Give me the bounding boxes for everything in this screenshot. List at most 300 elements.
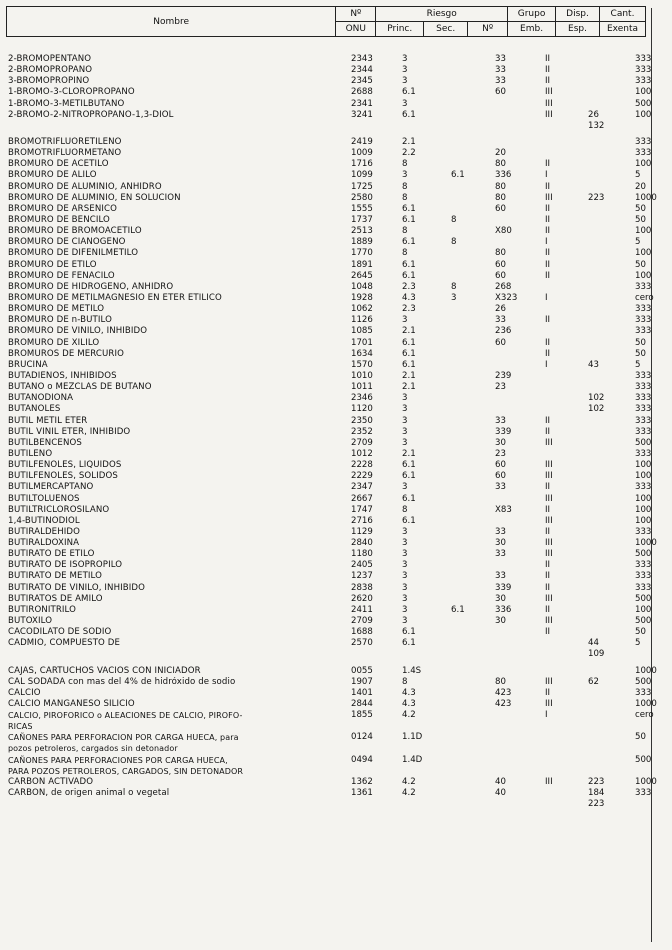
grupo-cell: I xyxy=(545,170,548,181)
grupo-cell: II xyxy=(545,226,551,237)
table-row xyxy=(8,76,672,87)
header-nr: Nº xyxy=(468,22,508,37)
princ-cell: 2.1 xyxy=(402,382,416,393)
princ-cell: 8 xyxy=(402,159,408,170)
princ-cell: 3 xyxy=(402,571,408,582)
cant-cell: 20 xyxy=(635,181,646,192)
princ-cell: 4.2 xyxy=(402,788,416,799)
cant-cell: 1000 xyxy=(635,538,657,549)
table-row xyxy=(8,788,672,810)
onu-cell: 1725 xyxy=(351,181,373,192)
nombre-cell: BROMURO DE VINILO, INHIBIDO xyxy=(8,326,148,337)
grupo-cell: III xyxy=(545,460,553,471)
cant-cell: 50 xyxy=(635,732,646,743)
nombre-cell: BROMURO DE BROMOACETILO xyxy=(8,226,142,237)
princ-cell: 3 xyxy=(402,393,408,404)
onu-cell: 1120 xyxy=(351,404,373,415)
header-disp: Disp. xyxy=(556,7,600,22)
princ-cell: 3 xyxy=(402,404,408,415)
nombre-cell: BUTIRONITRILO xyxy=(8,604,76,615)
header-n: Nº xyxy=(336,7,376,22)
cant-cell: 50 xyxy=(635,337,646,348)
onu-cell: 2352 xyxy=(351,426,373,437)
onu-cell: 1688 xyxy=(351,627,373,638)
table-row xyxy=(8,338,672,349)
princ-cell: 8 xyxy=(402,676,408,687)
onu-cell: 2667 xyxy=(351,493,373,504)
princ-cell: 2.1 xyxy=(402,370,416,381)
nr-cell: 33 xyxy=(495,526,506,537)
nombre-cell: BROMURO DE HIDROGENO, ANHIDRO xyxy=(8,281,174,292)
grupo-cell: III xyxy=(545,593,553,604)
table-row xyxy=(8,360,672,371)
princ-cell: 3 xyxy=(402,65,408,76)
nr-cell: 60 xyxy=(495,471,506,482)
header-exenta: Exenta xyxy=(599,22,645,37)
nombre-cell: BROMURO DE ETILO xyxy=(8,259,97,270)
table-row xyxy=(8,638,672,660)
cant-cell: 333 xyxy=(635,148,652,159)
nombre-cell: BROMURO DE CIANOGENO xyxy=(8,237,126,248)
princ-cell: 6.1 xyxy=(402,109,416,120)
table-row xyxy=(8,110,672,132)
princ-cell: 2.3 xyxy=(402,281,416,292)
onu-cell: 1747 xyxy=(351,504,373,515)
nombre-cell: BUTIRALDOXINA xyxy=(8,538,80,549)
nombre-cell: BROMOTRIFLUORMETANO xyxy=(8,148,122,159)
table-row xyxy=(8,99,672,110)
princ-cell: 6.1 xyxy=(402,460,416,471)
nombre-cell: BUTILMERCAPTANO xyxy=(8,482,94,493)
nombre-cell: BROMURO DE DIFENILMETILO xyxy=(8,248,139,259)
cant-cell: 333 xyxy=(635,370,652,381)
princ-cell: 3 xyxy=(402,315,408,326)
onu-cell: 1401 xyxy=(351,687,373,698)
disp-cell: 43 xyxy=(588,359,599,370)
onu-cell: 2570 xyxy=(351,638,373,649)
table-row xyxy=(8,65,672,76)
cant-cell: cero xyxy=(635,292,654,303)
princ-cell: 2.1 xyxy=(402,137,416,147)
onu-cell: 0494 xyxy=(351,754,373,765)
nombre-cell: CAÑONES PARA PERFORACIONES POR CARGA HUECA, PARA POZOS PETROLEROS, CARGADOS, SIN DETONADOR xyxy=(8,755,244,776)
nombre-cell: BUTILFENOLES, SOLIDOS xyxy=(8,471,118,482)
onu-cell: 2228 xyxy=(351,460,373,471)
princ-cell: 3 xyxy=(402,482,408,493)
disp-cell: 62 xyxy=(588,676,599,687)
header-sec: Sec. xyxy=(424,22,468,37)
princ-cell: 6.1 xyxy=(402,359,416,370)
princ-cell: 6.1 xyxy=(402,638,416,649)
nr-cell: X83 xyxy=(495,504,512,515)
table-row xyxy=(8,260,672,271)
onu-cell: 3241 xyxy=(351,109,373,120)
princ-cell: 3 xyxy=(402,98,408,109)
onu-cell: 2645 xyxy=(351,270,373,281)
nr-cell: 80 xyxy=(495,181,506,192)
grupo-cell: II xyxy=(545,259,551,270)
princ-cell: 8 xyxy=(402,181,408,192)
header-esp: Esp. xyxy=(556,22,600,37)
table-row xyxy=(8,560,672,571)
nr-cell: 336 xyxy=(495,170,512,181)
table-row xyxy=(8,505,672,516)
nr-cell: 23 xyxy=(495,448,506,459)
cant-cell: 333 xyxy=(635,560,652,571)
nr-cell: 239 xyxy=(495,370,512,381)
nombre-cell: 1,4-BUTINODIOL xyxy=(8,515,80,526)
disp-cell: 184 223 xyxy=(588,788,605,810)
table-row xyxy=(8,215,672,226)
grupo-cell: II xyxy=(545,337,551,348)
table-row xyxy=(8,393,672,404)
cant-cell: 500 xyxy=(635,754,652,765)
table-row xyxy=(8,148,672,159)
princ-cell: 3 xyxy=(402,616,408,627)
header-emb: Emb. xyxy=(508,22,556,37)
onu-cell: 2346 xyxy=(351,393,373,404)
onu-cell: 2347 xyxy=(351,482,373,493)
nombre-cell: BUTILENO xyxy=(8,448,53,459)
princ-cell: 8 xyxy=(402,192,408,203)
grupo-cell: I xyxy=(545,237,548,248)
onu-cell: 2844 xyxy=(351,699,373,710)
nr-cell: 30 xyxy=(495,616,506,627)
table-row xyxy=(8,382,672,393)
grupo-cell: II xyxy=(545,426,551,437)
grupo-cell: II xyxy=(545,76,551,87)
grupo-cell: II xyxy=(545,582,551,593)
nr-cell: 423 xyxy=(495,687,512,698)
onu-cell: 2838 xyxy=(351,582,373,593)
cant-cell: 50 xyxy=(635,203,646,214)
table-row xyxy=(8,326,672,337)
disp-cell: 26 132 xyxy=(588,109,605,131)
princ-cell: 4.3 xyxy=(402,687,416,698)
cant-cell: 333 xyxy=(635,582,652,593)
nr-cell: 423 xyxy=(495,699,512,710)
cant-cell: 1000 xyxy=(635,777,657,788)
cant-cell: 333 xyxy=(635,326,652,337)
grupo-cell: II xyxy=(545,571,551,582)
table-row xyxy=(8,516,672,527)
nombre-cell: BUTILTOLUENOS xyxy=(8,493,80,504)
onu-cell: 1129 xyxy=(351,526,373,537)
grupo-cell: II xyxy=(545,159,551,170)
nombre-cell: BUTANOLES xyxy=(8,404,61,415)
princ-cell: 1.4D xyxy=(402,754,423,765)
onu-cell: 1237 xyxy=(351,571,373,582)
princ-cell: 2.1 xyxy=(402,326,416,337)
nombre-cell: CARBON ACTIVADO xyxy=(8,777,94,788)
table-row xyxy=(8,699,672,710)
nr-cell: 33 xyxy=(495,571,506,582)
grupo-cell: II xyxy=(545,348,551,359)
nombre-cell: BROMURO DE XILILO xyxy=(8,337,100,348)
nr-cell: 80 xyxy=(495,676,506,687)
table-row xyxy=(8,371,672,382)
table-row xyxy=(8,460,672,471)
table-row xyxy=(8,282,672,293)
grupo-cell: III xyxy=(545,109,553,120)
grupo-cell: II xyxy=(545,504,551,515)
grupo-cell: II xyxy=(545,604,551,615)
cant-cell: 333 xyxy=(635,448,652,459)
nr-cell: X80 xyxy=(495,226,512,237)
princ-cell: 3 xyxy=(402,54,408,64)
nombre-cell: 1-BROMO-3-CLOROPROPANO xyxy=(8,87,135,98)
table-row xyxy=(8,710,672,732)
onu-cell: 1855 xyxy=(351,710,373,721)
cant-cell: 333 xyxy=(635,687,652,698)
grupo-cell: II xyxy=(545,627,551,638)
grupo-cell: III xyxy=(545,699,553,710)
onu-cell: 0124 xyxy=(351,732,373,743)
cant-cell: 1000 xyxy=(635,665,657,676)
nr-cell: 33 xyxy=(495,315,506,326)
princ-cell: 3 xyxy=(402,538,408,549)
table-row xyxy=(8,54,672,65)
table-row xyxy=(8,182,672,193)
table-row xyxy=(8,549,672,560)
grupo-cell: II xyxy=(545,54,551,64)
princ-cell: 3 xyxy=(402,582,408,593)
nr-cell: 26 xyxy=(495,304,506,315)
onu-cell: 1048 xyxy=(351,281,373,292)
table-row xyxy=(8,248,672,259)
princ-cell: 8 xyxy=(402,504,408,515)
table-row xyxy=(8,304,672,315)
cant-cell: 333 xyxy=(635,426,652,437)
table-row xyxy=(8,170,672,181)
sec-cell: 6.1 xyxy=(451,170,465,181)
cant-cell: 333 xyxy=(635,404,652,415)
grupo-cell: II xyxy=(545,526,551,537)
princ-cell: 3 xyxy=(402,415,408,426)
nombre-cell: CALCIO MANGANESO SILICIO xyxy=(8,699,135,710)
table-row xyxy=(8,193,672,204)
cant-cell: 333 xyxy=(635,382,652,393)
nombre-cell: BROMUROS DE MERCURIO xyxy=(8,348,124,359)
nombre-cell: BROMURO DE ALUMINIO, ANHIDRO xyxy=(8,181,162,192)
cant-cell: 50 xyxy=(635,214,646,225)
table-row xyxy=(8,688,672,699)
nr-cell: 33 xyxy=(495,549,506,560)
princ-cell: 6.1 xyxy=(402,87,416,98)
cant-cell: 5 xyxy=(635,638,641,649)
onu-cell: 2580 xyxy=(351,192,373,203)
nr-cell: 40 xyxy=(495,777,506,788)
cant-cell: 333 xyxy=(635,54,652,64)
nr-cell: 30 xyxy=(495,593,506,604)
onu-cell: 1770 xyxy=(351,248,373,259)
grupo-cell: II xyxy=(545,214,551,225)
nombre-cell: BUTANODIONA xyxy=(8,393,74,404)
nr-cell: 33 xyxy=(495,482,506,493)
nombre-cell: BUTOXILO xyxy=(8,616,53,627)
princ-cell: 3 xyxy=(402,593,408,604)
grupo-cell: II xyxy=(545,181,551,192)
table-row xyxy=(8,404,672,415)
nr-cell: 60 xyxy=(495,270,506,281)
princ-cell: 6.1 xyxy=(402,259,416,270)
princ-cell: 2.3 xyxy=(402,304,416,315)
table-row xyxy=(8,666,672,677)
princ-cell: 4.2 xyxy=(402,777,416,788)
onu-cell: 2344 xyxy=(351,65,373,76)
nombre-cell: CARBON, de origen animal o vegetal xyxy=(8,788,170,799)
nombre-cell: 1-BROMO-3-METILBUTANO xyxy=(8,98,125,109)
cant-cell: 100 xyxy=(635,604,652,615)
onu-cell: 1716 xyxy=(351,159,373,170)
nombre-cell: 2-BROMOPROPANO xyxy=(8,65,93,76)
cant-cell: 333 xyxy=(635,76,652,87)
nr-cell: 60 xyxy=(495,203,506,214)
cant-cell: 333 xyxy=(635,281,652,292)
nr-cell: 339 xyxy=(495,426,512,437)
princ-cell: 6.1 xyxy=(402,270,416,281)
table-row xyxy=(8,732,672,754)
grupo-cell: I xyxy=(545,710,548,721)
princ-cell: 3 xyxy=(402,560,408,571)
grupo-cell: II xyxy=(545,482,551,493)
onu-cell: 2840 xyxy=(351,538,373,549)
princ-cell: 6.1 xyxy=(402,214,416,225)
grupo-cell: II xyxy=(545,270,551,281)
princ-cell: 4.2 xyxy=(402,710,416,721)
table-row xyxy=(8,482,672,493)
table-row xyxy=(8,438,672,449)
cant-cell: 333 xyxy=(635,526,652,537)
onu-cell: 2229 xyxy=(351,471,373,482)
table-row xyxy=(8,416,672,427)
onu-cell: 1012 xyxy=(351,448,373,459)
nombre-cell: CAJAS, CARTUCHOS VACIOS CON INICIADOR xyxy=(8,665,201,676)
grupo-cell: III xyxy=(545,777,553,788)
nombre-cell: CADMIO, COMPUESTO DE xyxy=(8,638,121,649)
grupo-cell: III xyxy=(545,493,553,504)
cant-cell: 100 xyxy=(635,87,652,98)
table-row xyxy=(8,449,672,460)
onu-cell: 1928 xyxy=(351,292,373,303)
nr-cell: 80 xyxy=(495,192,506,203)
table-row xyxy=(8,226,672,237)
nr-cell: 60 xyxy=(495,259,506,270)
onu-cell: 2419 xyxy=(351,137,373,147)
cant-cell: 333 xyxy=(635,315,652,326)
onu-cell: 2341 xyxy=(351,98,373,109)
cant-cell: 100 xyxy=(635,226,652,237)
nombre-cell: 2-BROMO-2-NITROPROPANO-1,3-DIOL xyxy=(8,109,174,120)
nr-cell: 30 xyxy=(495,437,506,448)
nombre-cell: 2-BROMOPENTANO xyxy=(8,54,92,64)
onu-cell: 1362 xyxy=(351,777,373,788)
nombre-cell: BUTANO o MEZCLAS DE BUTANO xyxy=(8,382,152,393)
onu-cell: 1009 xyxy=(351,148,373,159)
grupo-cell: III xyxy=(545,437,553,448)
cant-cell: 333 xyxy=(635,65,652,76)
nombre-cell: BROMURO DE BENCILO xyxy=(8,214,110,225)
cant-cell: 333 xyxy=(635,393,652,404)
cant-cell: 100 xyxy=(635,460,652,471)
nombre-cell: BUTILFENOLES, LIQUIDOS xyxy=(8,460,122,471)
header-riesgo: Riesgo xyxy=(376,7,508,22)
cant-cell: 100 xyxy=(635,248,652,259)
nombre-cell: BUTILBENCENOS xyxy=(8,437,82,448)
onu-cell: 1099 xyxy=(351,170,373,181)
sec-cell: 3 xyxy=(451,292,457,303)
princ-cell: 3 xyxy=(402,549,408,560)
onu-cell: 1907 xyxy=(351,676,373,687)
onu-cell: 1737 xyxy=(351,214,373,225)
table-row xyxy=(8,237,672,248)
onu-cell: 1701 xyxy=(351,337,373,348)
grupo-cell: III xyxy=(545,549,553,560)
table-row xyxy=(8,571,672,582)
nr-cell: 20 xyxy=(495,148,506,159)
princ-cell: 6.1 xyxy=(402,337,416,348)
onu-cell: 2513 xyxy=(351,226,373,237)
disp-cell: 44 109 xyxy=(588,638,605,660)
nombre-cell: BUTADIENOS, INHIBIDOS xyxy=(8,370,117,381)
nombre-cell: BUTIRATO DE METILO xyxy=(8,571,103,582)
nombre-cell: BROMURO DE ARSENICO xyxy=(8,203,117,214)
onu-cell: 2620 xyxy=(351,593,373,604)
nombre-cell: BROMOTRIFLUORETILENO xyxy=(8,137,122,147)
nombre-cell: BROMURO DE n-BUTILO xyxy=(8,315,112,326)
grupo-cell: III xyxy=(545,538,553,549)
table-row xyxy=(8,315,672,326)
table-row xyxy=(8,594,672,605)
cant-cell: 500 xyxy=(635,616,652,627)
onu-cell: 1180 xyxy=(351,549,373,560)
header-onu: ONU xyxy=(336,22,376,37)
grupo-cell: III xyxy=(545,87,553,98)
nombre-cell: BUTIRALDEHIDO xyxy=(8,526,80,537)
nombre-cell: CACODILATO DE SODIO xyxy=(8,627,112,638)
nombre-cell: BROMURO DE FENACILO xyxy=(8,270,115,281)
header-grupo: Grupo xyxy=(508,7,556,22)
princ-cell: 3 xyxy=(402,526,408,537)
cant-cell: 333 xyxy=(635,571,652,582)
nr-cell: 268 xyxy=(495,281,512,292)
table-row xyxy=(8,605,672,616)
princ-cell: 4.3 xyxy=(402,292,416,303)
table-body xyxy=(8,54,672,811)
cant-cell: 100 xyxy=(635,109,652,120)
princ-cell: 3 xyxy=(402,426,408,437)
grupo-cell: III xyxy=(545,192,553,203)
nr-cell: 60 xyxy=(495,337,506,348)
sec-cell: 8 xyxy=(451,214,457,225)
cant-cell: 5 xyxy=(635,359,641,370)
cant-cell: 500 xyxy=(635,98,652,109)
nr-cell: 80 xyxy=(495,248,506,259)
sec-cell: 8 xyxy=(451,281,457,292)
table-row xyxy=(8,627,672,638)
grupo-cell: II xyxy=(545,687,551,698)
princ-cell: 3 xyxy=(402,170,408,181)
grupo-cell: II xyxy=(545,248,551,259)
table-header xyxy=(6,6,646,37)
nr-cell: 33 xyxy=(495,415,506,426)
onu-cell: 1361 xyxy=(351,788,373,799)
header-cant: Cant. xyxy=(599,7,645,22)
grupo-cell: III xyxy=(545,515,553,526)
onu-cell: 1011 xyxy=(351,382,373,393)
nombre-cell: BROMURO DE ALILO xyxy=(8,170,97,181)
nombre-cell: BUTIL METIL ETER xyxy=(8,415,88,426)
